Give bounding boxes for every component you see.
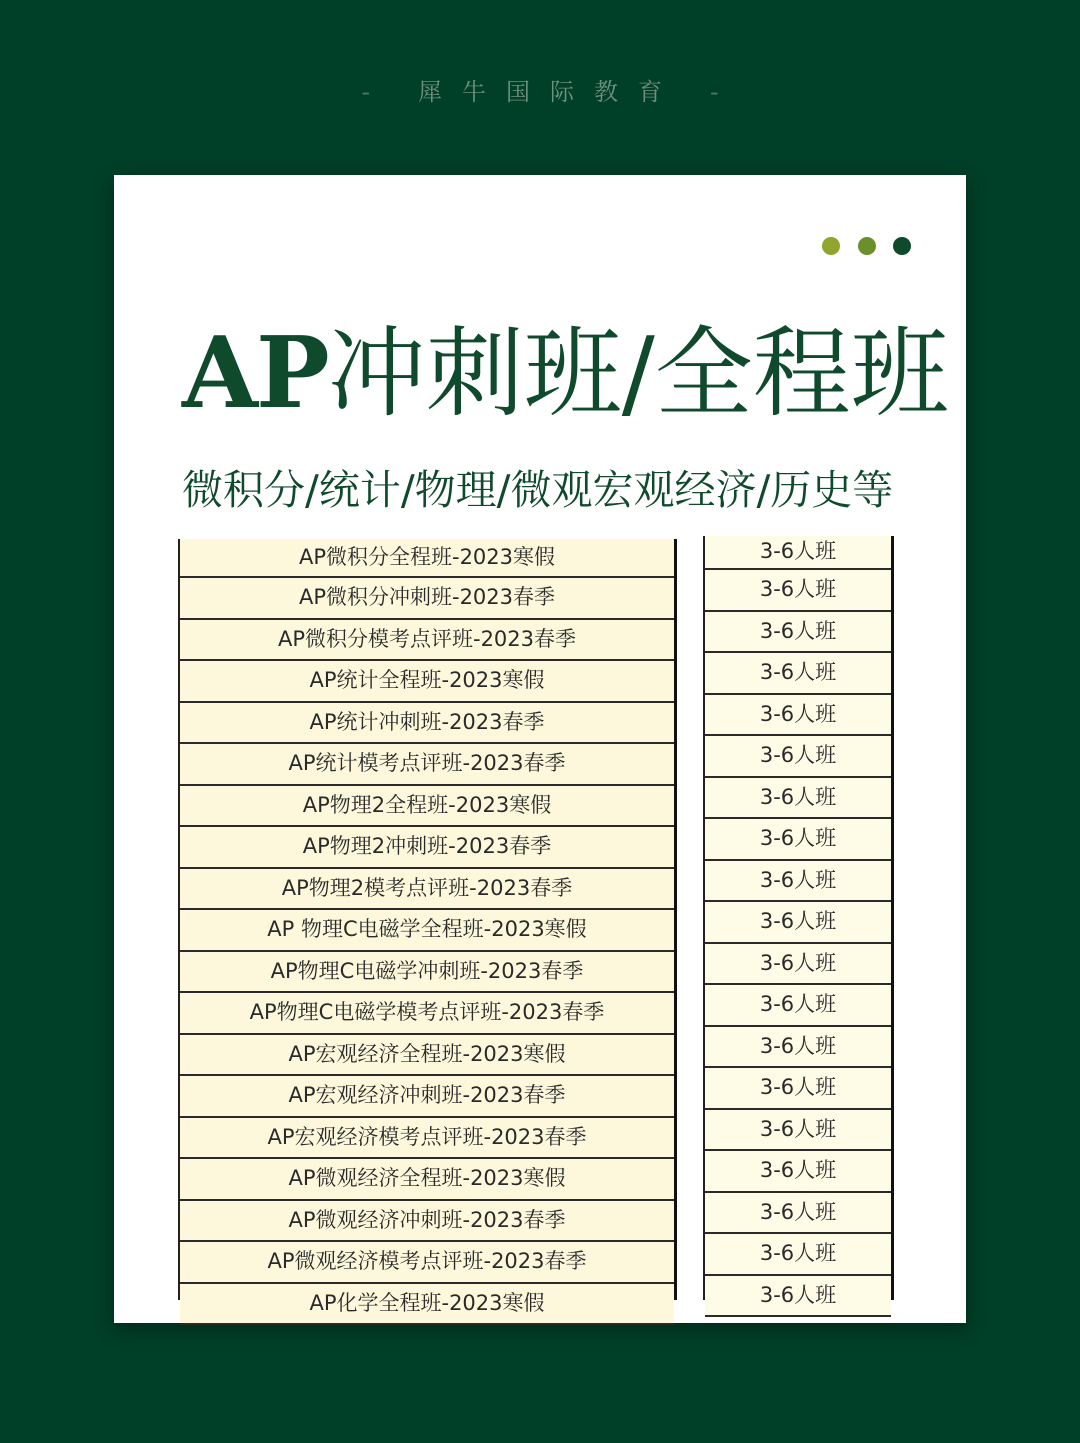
course-name-cell: AP统计模考点评班-2023春季 — [180, 744, 674, 786]
course-name-cell: AP微观经济冲刺班-2023春季 — [180, 1201, 674, 1243]
course-name-cell: AP化学全程班-2023寒假 — [180, 1284, 674, 1326]
class-size-cell: 3-6人班 — [705, 778, 891, 820]
class-size-cell: 3-6人班 — [705, 536, 891, 570]
class-size-cell: 3-6人班 — [705, 1193, 891, 1235]
page-title — [182, 316, 949, 431]
class-size-cell: 3-6人班 — [705, 902, 891, 944]
course-name-cell: AP物理C电磁学冲刺班-2023春季 — [180, 952, 674, 994]
course-name-column — [178, 539, 677, 1315]
class-size-cell: 3-6人班 — [705, 819, 891, 861]
course-name-cell: AP物理2全程班-2023寒假 — [180, 786, 674, 828]
course-name-cell: AP统计冲刺班-2023春季 — [180, 703, 674, 745]
title-ap: AP — [182, 316, 328, 431]
subtitle: 微积分/统计/物理/微观宏观经济/历史等 — [182, 466, 894, 514]
class-size-cell: 3-6人班 — [705, 1151, 891, 1193]
course-name-cell: AP微观经济模考点评班-2023春季 — [180, 1242, 674, 1284]
class-size-cell: 3-6人班 — [705, 1234, 891, 1276]
course-name-cell: AP物理C电磁学模考点评班-2023春季 — [180, 993, 674, 1035]
brand-header — [0, 72, 1080, 107]
dot-icon — [858, 237, 876, 255]
brand-dash-right: - — [710, 78, 719, 106]
course-name-cell: AP宏观经济冲刺班-2023春季 — [180, 1076, 674, 1118]
course-name-cell: AP微积分冲刺班-2023春季 — [180, 578, 674, 620]
dot-icon — [893, 237, 911, 255]
class-size-cell: 3-6人班 — [705, 570, 891, 612]
course-name-cell: AP宏观经济模考点评班-2023春季 — [180, 1118, 674, 1160]
brand-name: 犀牛国际教育 — [418, 78, 682, 106]
course-name-cell: AP统计全程班-2023寒假 — [180, 661, 674, 703]
title-rest: 冲刺班/全程班 — [327, 317, 949, 431]
class-size-cell: 3-6人班 — [705, 1110, 891, 1152]
class-size-cell: 3-6人班 — [705, 695, 891, 737]
course-name-cell: AP微积分全程班-2023寒假 — [180, 539, 674, 578]
course-name-cell: AP宏观经济全程班-2023寒假 — [180, 1035, 674, 1077]
course-name-cell: AP微积分模考点评班-2023春季 — [180, 620, 674, 662]
class-size-cell: 3-6人班 — [705, 1027, 891, 1069]
class-size-column — [703, 536, 894, 1307]
class-size-cell: 3-6人班 — [705, 985, 891, 1027]
course-name-cell: AP微观经济全程班-2023寒假 — [180, 1159, 674, 1201]
class-size-cell: 3-6人班 — [705, 736, 891, 778]
class-size-cell: 3-6人班 — [705, 1276, 891, 1318]
class-size-cell: 3-6人班 — [705, 944, 891, 986]
brand-dash-left: - — [361, 78, 370, 106]
poster-card — [114, 175, 966, 1323]
dot-icon — [822, 237, 840, 255]
class-size-cell: 3-6人班 — [705, 1068, 891, 1110]
class-size-cell: 3-6人班 — [705, 612, 891, 654]
course-name-cell: AP物理2模考点评班-2023春季 — [180, 869, 674, 911]
class-size-cell: 3-6人班 — [705, 653, 891, 695]
course-name-cell: AP 物理C电磁学全程班-2023寒假 — [180, 910, 674, 952]
course-name-cell: AP物理2冲刺班-2023春季 — [180, 827, 674, 869]
class-size-cell: 3-6人班 — [705, 861, 891, 903]
